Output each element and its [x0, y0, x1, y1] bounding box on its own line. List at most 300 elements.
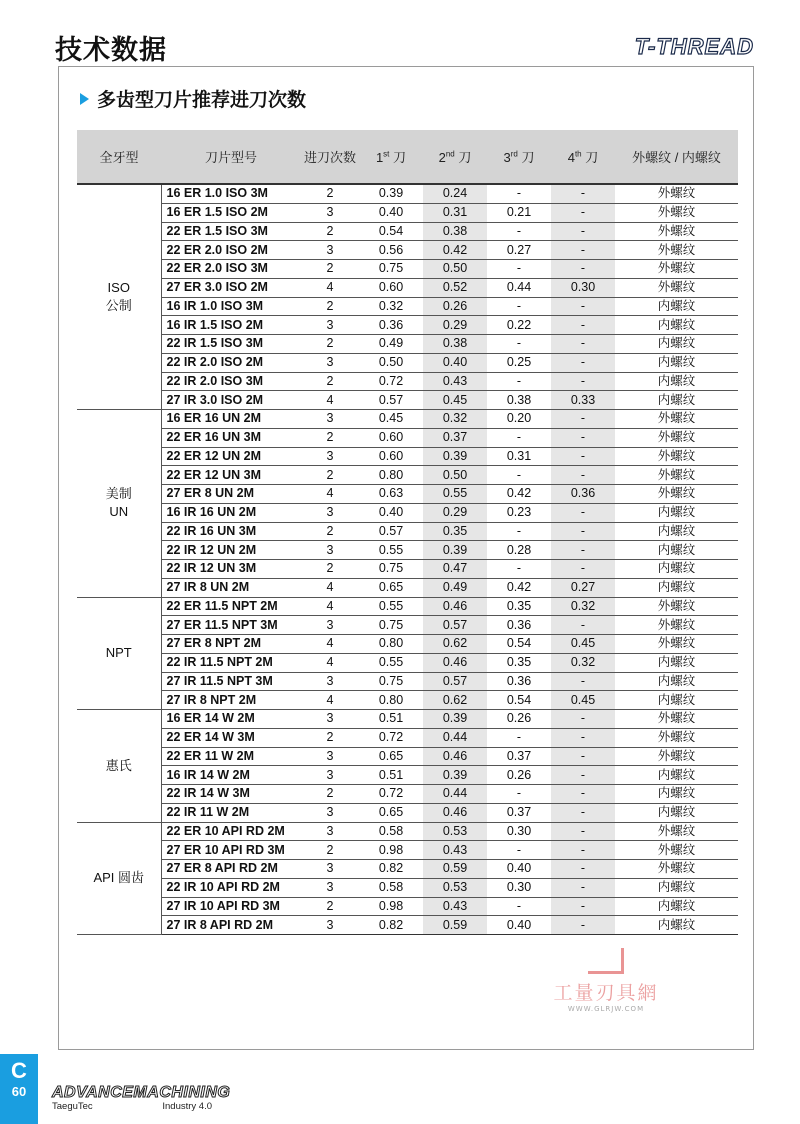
- table-row: [77, 803, 738, 822]
- pass3-cell: -: [487, 428, 551, 447]
- table-row: [77, 203, 738, 222]
- thread-type-cell: 内螺纹: [615, 522, 738, 541]
- pass2-cell: 0.46: [423, 653, 487, 672]
- table-row: [77, 260, 738, 279]
- header-pass1: [359, 130, 423, 184]
- thread-type-cell: 外螺纹: [615, 447, 738, 466]
- header-pass2-num: 2: [438, 150, 446, 165]
- thread-type-cell: 外螺纹: [615, 728, 738, 747]
- pass4-cell: 0.45: [551, 635, 615, 654]
- passes-cell: 3: [301, 316, 359, 335]
- pass3-cell: -: [487, 335, 551, 354]
- pass2-cell: 0.55: [423, 485, 487, 504]
- insert-model-cell: 16 IR 14 W 2M: [161, 766, 301, 785]
- table-row: [77, 860, 738, 879]
- table-row: [77, 766, 738, 785]
- thread-type-cell: 内螺纹: [615, 878, 738, 897]
- table-row: [77, 578, 738, 597]
- profile-group-cell: [77, 184, 161, 410]
- pass3-cell: 0.40: [487, 916, 551, 935]
- pass1-cell: 0.49: [359, 335, 423, 354]
- thread-type-cell: 内螺纹: [615, 578, 738, 597]
- table-row: [77, 447, 738, 466]
- thread-type-cell: 内螺纹: [615, 653, 738, 672]
- profile-group-label: API 圆齿: [93, 870, 145, 886]
- passes-cell: 4: [301, 597, 359, 616]
- passes-cell: 2: [301, 184, 359, 203]
- insert-model-cell: 22 IR 2.0 ISO 2M: [161, 353, 301, 372]
- pass1-cell: 0.55: [359, 653, 423, 672]
- pass3-cell: -: [487, 841, 551, 860]
- insert-model-cell: 27 ER 3.0 ISO 2M: [161, 278, 301, 297]
- table-row: [77, 841, 738, 860]
- passes-cell: 2: [301, 260, 359, 279]
- pass3-cell: 0.22: [487, 316, 551, 335]
- pass2-cell: 0.38: [423, 335, 487, 354]
- triangle-bullet-icon: [80, 93, 89, 105]
- pass4-cell: -: [551, 447, 615, 466]
- watermark-text: 工量刃具網: [553, 982, 659, 1004]
- table-row: [77, 616, 738, 635]
- pass4-cell: -: [551, 897, 615, 916]
- pass2-cell: 0.37: [423, 428, 487, 447]
- passes-cell: 4: [301, 278, 359, 297]
- pass1-cell: 0.72: [359, 728, 423, 747]
- pass4-cell: 0.33: [551, 391, 615, 410]
- insert-model-cell: 27 IR 8 UN 2M: [161, 578, 301, 597]
- passes-cell: 4: [301, 653, 359, 672]
- pass2-cell: 0.50: [423, 260, 487, 279]
- pass3-cell: -: [487, 222, 551, 241]
- pass4-cell: -: [551, 522, 615, 541]
- insert-model-cell: 16 IR 1.0 ISO 3M: [161, 297, 301, 316]
- pass1-cell: 0.40: [359, 203, 423, 222]
- pass4-cell: -: [551, 860, 615, 879]
- pass2-cell: 0.39: [423, 541, 487, 560]
- pass1-cell: 0.39: [359, 184, 423, 203]
- table-row: [77, 710, 738, 729]
- passes-cell: 4: [301, 578, 359, 597]
- header-pass2: [423, 130, 487, 184]
- pass1-cell: 0.82: [359, 916, 423, 935]
- passes-cell: 4: [301, 485, 359, 504]
- pass1-cell: 0.80: [359, 466, 423, 485]
- header-pass3-text: 刀: [521, 150, 535, 165]
- insert-model-cell: 22 IR 16 UN 3M: [161, 522, 301, 541]
- pass2-cell: 0.62: [423, 635, 487, 654]
- pass4-cell: -: [551, 353, 615, 372]
- pass1-cell: 0.98: [359, 841, 423, 860]
- pass1-cell: 0.50: [359, 353, 423, 372]
- thread-type-cell: 外螺纹: [615, 747, 738, 766]
- header-pass2-sup: nd: [445, 149, 455, 159]
- insert-model-cell: 22 IR 2.0 ISO 3M: [161, 372, 301, 391]
- pass3-cell: 0.26: [487, 766, 551, 785]
- pass3-cell: 0.23: [487, 503, 551, 522]
- pass2-cell: 0.39: [423, 710, 487, 729]
- table-row: [77, 184, 738, 203]
- thread-type-cell: 内螺纹: [615, 803, 738, 822]
- thread-type-cell: 外螺纹: [615, 597, 738, 616]
- header-pass4-sup: th: [574, 149, 582, 159]
- passes-cell: 3: [301, 860, 359, 879]
- pass2-cell: 0.43: [423, 841, 487, 860]
- passes-cell: 3: [301, 916, 359, 935]
- passes-cell: 2: [301, 372, 359, 391]
- pass3-cell: 0.35: [487, 597, 551, 616]
- pass4-cell: -: [551, 541, 615, 560]
- header-pass4-num: 4: [567, 150, 575, 165]
- pass1-cell: 0.80: [359, 635, 423, 654]
- passes-cell: 3: [301, 672, 359, 691]
- pass4-cell: -: [551, 466, 615, 485]
- insert-model-cell: 27 ER 8 UN 2M: [161, 485, 301, 504]
- insert-model-cell: 22 ER 11 W 2M: [161, 747, 301, 766]
- pass4-cell: -: [551, 916, 615, 935]
- table-row: [77, 878, 738, 897]
- header-pass3: [487, 130, 551, 184]
- thread-type-cell: 外螺纹: [615, 203, 738, 222]
- insert-model-cell: 22 ER 10 API RD 2M: [161, 822, 301, 841]
- footer-logo-text: ADVANCEMACHINING: [52, 1084, 231, 1101]
- pass2-cell: 0.32: [423, 410, 487, 429]
- insert-model-cell: 22 IR 11 W 2M: [161, 803, 301, 822]
- pass2-cell: 0.62: [423, 691, 487, 710]
- pass1-cell: 0.72: [359, 785, 423, 804]
- pass3-cell: -: [487, 297, 551, 316]
- pass3-cell: -: [487, 372, 551, 391]
- pass2-cell: 0.59: [423, 860, 487, 879]
- pass4-cell: -: [551, 335, 615, 354]
- pass2-cell: 0.38: [423, 222, 487, 241]
- table-row: [77, 278, 738, 297]
- pass1-cell: 0.65: [359, 747, 423, 766]
- watermark-url: WWW.GLRJW.COM: [567, 1005, 645, 1013]
- pass3-cell: 0.36: [487, 616, 551, 635]
- header-profile: 全牙型: [77, 130, 161, 184]
- pass3-cell: 0.30: [487, 822, 551, 841]
- pass4-cell: 0.32: [551, 597, 615, 616]
- pass1-cell: 0.55: [359, 597, 423, 616]
- pass3-cell: 0.25: [487, 353, 551, 372]
- pass4-cell: -: [551, 316, 615, 335]
- pass1-cell: 0.40: [359, 503, 423, 522]
- profile-group-label: ISO 公制: [105, 280, 132, 313]
- insert-model-cell: 16 ER 1.5 ISO 2M: [161, 203, 301, 222]
- passes-cell: 4: [301, 635, 359, 654]
- pass2-cell: 0.52: [423, 278, 487, 297]
- brand-text: T-THREAD: [634, 34, 754, 59]
- pass1-cell: 0.80: [359, 691, 423, 710]
- header-pass3-num: 3: [503, 150, 511, 165]
- pass1-cell: 0.60: [359, 428, 423, 447]
- passes-cell: 3: [301, 616, 359, 635]
- pass1-cell: 0.75: [359, 672, 423, 691]
- table-row: [77, 785, 738, 804]
- insert-model-cell: 22 ER 16 UN 3M: [161, 428, 301, 447]
- footer-left: TaeguTec: [52, 1101, 93, 1112]
- pass2-cell: 0.57: [423, 616, 487, 635]
- insert-model-cell: 16 IR 16 UN 2M: [161, 503, 301, 522]
- pass4-cell: -: [551, 372, 615, 391]
- pass1-cell: 0.75: [359, 616, 423, 635]
- passes-cell: 2: [301, 222, 359, 241]
- pass3-cell: -: [487, 522, 551, 541]
- pass3-cell: 0.42: [487, 578, 551, 597]
- passes-cell: 3: [301, 503, 359, 522]
- insert-model-cell: 27 ER 8 NPT 2M: [161, 635, 301, 654]
- pass2-cell: 0.31: [423, 203, 487, 222]
- pass2-cell: 0.39: [423, 766, 487, 785]
- pass2-cell: 0.29: [423, 503, 487, 522]
- table-row: [77, 747, 738, 766]
- footer-logo-sub: [52, 1101, 212, 1112]
- pass4-cell: -: [551, 297, 615, 316]
- thread-type-cell: 外螺纹: [615, 278, 738, 297]
- thread-type-cell: 内螺纹: [615, 916, 738, 935]
- header-pass4: [551, 130, 615, 184]
- passes-cell: 3: [301, 766, 359, 785]
- page-tab-letter: C: [11, 1058, 27, 1083]
- pass2-cell: 0.57: [423, 672, 487, 691]
- pass2-cell: 0.24: [423, 184, 487, 203]
- pass3-cell: 0.27: [487, 241, 551, 260]
- thread-type-cell: 内螺纹: [615, 297, 738, 316]
- passes-cell: 3: [301, 878, 359, 897]
- thread-type-cell: 外螺纹: [615, 184, 738, 203]
- pass4-cell: 0.30: [551, 278, 615, 297]
- pass4-cell: 0.36: [551, 485, 615, 504]
- table-row: [77, 653, 738, 672]
- pass2-cell: 0.45: [423, 391, 487, 410]
- table-row: [77, 597, 738, 616]
- passes-cell: 3: [301, 241, 359, 260]
- profile-group-label: NPT: [105, 645, 132, 661]
- table-row: [77, 822, 738, 841]
- thread-type-cell: 内螺纹: [615, 766, 738, 785]
- thread-type-cell: 内螺纹: [615, 785, 738, 804]
- pass4-cell: -: [551, 785, 615, 804]
- pass4-cell: -: [551, 241, 615, 260]
- table-row: [77, 222, 738, 241]
- page-title: 技术数据: [55, 35, 167, 66]
- pass3-cell: 0.28: [487, 541, 551, 560]
- pass2-cell: 0.53: [423, 822, 487, 841]
- pass2-cell: 0.59: [423, 916, 487, 935]
- table-row: [77, 541, 738, 560]
- table-row: [77, 391, 738, 410]
- pass1-cell: 0.58: [359, 822, 423, 841]
- pass4-cell: 0.27: [551, 578, 615, 597]
- passes-cell: 3: [301, 822, 359, 841]
- pass3-cell: -: [487, 728, 551, 747]
- thread-type-cell: 外螺纹: [615, 710, 738, 729]
- thread-type-cell: 外螺纹: [615, 841, 738, 860]
- insert-model-cell: 27 ER 8 API RD 2M: [161, 860, 301, 879]
- pass1-cell: 0.82: [359, 860, 423, 879]
- pass4-cell: -: [551, 803, 615, 822]
- pass2-cell: 0.50: [423, 466, 487, 485]
- header-pass4-text: 刀: [585, 150, 599, 165]
- thread-type-cell: 外螺纹: [615, 466, 738, 485]
- pass2-cell: 0.46: [423, 747, 487, 766]
- insert-model-cell: 16 ER 16 UN 2M: [161, 410, 301, 429]
- table-row: [77, 428, 738, 447]
- insert-model-cell: 22 IR 14 W 3M: [161, 785, 301, 804]
- pass4-cell: -: [551, 428, 615, 447]
- header-passes: 进刀次数: [301, 130, 359, 184]
- insert-model-cell: 22 IR 12 UN 2M: [161, 541, 301, 560]
- passes-cell: 3: [301, 203, 359, 222]
- passes-cell: 2: [301, 897, 359, 916]
- pass3-cell: 0.35: [487, 653, 551, 672]
- pass1-cell: 0.63: [359, 485, 423, 504]
- pass3-cell: 0.21: [487, 203, 551, 222]
- table-row: [77, 372, 738, 391]
- thread-type-cell: 外螺纹: [615, 860, 738, 879]
- profile-group-cell: [77, 410, 161, 598]
- insert-model-cell: 22 ER 1.5 ISO 3M: [161, 222, 301, 241]
- pass3-cell: -: [487, 184, 551, 203]
- pass2-cell: 0.44: [423, 785, 487, 804]
- pass2-cell: 0.43: [423, 897, 487, 916]
- table-row: [77, 316, 738, 335]
- passes-cell: 3: [301, 747, 359, 766]
- table-row: [77, 635, 738, 654]
- thread-type-cell: 内螺纹: [615, 541, 738, 560]
- passes-cell: 2: [301, 335, 359, 354]
- pass1-cell: 0.60: [359, 278, 423, 297]
- insert-model-cell: 27 IR 8 API RD 2M: [161, 916, 301, 935]
- insert-model-cell: 22 IR 1.5 ISO 3M: [161, 335, 301, 354]
- pass1-cell: 0.45: [359, 410, 423, 429]
- table-row: [77, 297, 738, 316]
- pass4-cell: 0.32: [551, 653, 615, 672]
- thread-type-cell: 外螺纹: [615, 635, 738, 654]
- thread-type-cell: 外螺纹: [615, 260, 738, 279]
- profile-group-cell: [77, 710, 161, 823]
- thread-type-cell: 内螺纹: [615, 316, 738, 335]
- passes-cell: 2: [301, 297, 359, 316]
- pass4-cell: -: [551, 203, 615, 222]
- passes-cell: 2: [301, 728, 359, 747]
- insert-model-cell: 27 ER 10 API RD 3M: [161, 841, 301, 860]
- pass3-cell: -: [487, 785, 551, 804]
- thread-type-cell: 内螺纹: [615, 503, 738, 522]
- insert-model-cell: 27 IR 3.0 ISO 2M: [161, 391, 301, 410]
- table-header-row: [77, 130, 738, 184]
- passes-cell: 3: [301, 447, 359, 466]
- pass1-cell: 0.72: [359, 372, 423, 391]
- pass2-cell: 0.46: [423, 597, 487, 616]
- pass4-cell: -: [551, 672, 615, 691]
- insert-model-cell: 27 IR 10 API RD 3M: [161, 897, 301, 916]
- pass-table: [77, 130, 738, 935]
- table-row: [77, 410, 738, 429]
- pass3-cell: 0.40: [487, 860, 551, 879]
- watermark-logo-icon: [588, 948, 624, 974]
- insert-model-cell: 27 IR 11.5 NPT 3M: [161, 672, 301, 691]
- table-body: [77, 184, 738, 935]
- passes-cell: 2: [301, 560, 359, 579]
- pass1-cell: 0.98: [359, 897, 423, 916]
- profile-group-cell: [77, 822, 161, 935]
- header-pass1-text: 刀: [393, 150, 407, 165]
- pass2-cell: 0.46: [423, 803, 487, 822]
- table-row: [77, 353, 738, 372]
- pass1-cell: 0.57: [359, 522, 423, 541]
- passes-cell: 3: [301, 710, 359, 729]
- table-row: [77, 466, 738, 485]
- pass4-cell: -: [551, 260, 615, 279]
- pass1-cell: 0.51: [359, 766, 423, 785]
- pass1-cell: 0.65: [359, 578, 423, 597]
- pass4-cell: -: [551, 410, 615, 429]
- pass4-cell: -: [551, 841, 615, 860]
- pass3-cell: -: [487, 466, 551, 485]
- pass3-cell: 0.54: [487, 691, 551, 710]
- pass1-cell: 0.32: [359, 297, 423, 316]
- passes-cell: 3: [301, 353, 359, 372]
- insert-model-cell: 22 ER 2.0 ISO 3M: [161, 260, 301, 279]
- table-row: [77, 522, 738, 541]
- pass1-cell: 0.75: [359, 560, 423, 579]
- footer-right: Industry 4.0: [162, 1101, 212, 1112]
- thread-type-cell: 内螺纹: [615, 897, 738, 916]
- pass3-cell: 0.31: [487, 447, 551, 466]
- table-row: [77, 916, 738, 935]
- insert-model-cell: 22 IR 10 API RD 2M: [161, 878, 301, 897]
- thread-type-cell: 内螺纹: [615, 353, 738, 372]
- profile-group-label: 惠氏: [105, 757, 132, 773]
- header-model: 刀片型号: [161, 130, 301, 184]
- pass1-cell: 0.57: [359, 391, 423, 410]
- pass3-cell: 0.44: [487, 278, 551, 297]
- thread-type-cell: 内螺纹: [615, 691, 738, 710]
- insert-model-cell: 22 ER 12 UN 2M: [161, 447, 301, 466]
- pass2-cell: 0.39: [423, 447, 487, 466]
- thread-type-cell: 外螺纹: [615, 822, 738, 841]
- thread-type-cell: 外螺纹: [615, 616, 738, 635]
- section-heading: [80, 85, 306, 112]
- footer-logo: [52, 1084, 230, 1112]
- pass1-cell: 0.60: [359, 447, 423, 466]
- thread-type-cell: 外螺纹: [615, 222, 738, 241]
- pass2-cell: 0.42: [423, 241, 487, 260]
- header-pass1-sup: st: [383, 149, 390, 159]
- passes-cell: 2: [301, 785, 359, 804]
- insert-model-cell: 22 IR 11.5 NPT 2M: [161, 653, 301, 672]
- page-tab: [0, 1054, 38, 1124]
- pass4-cell: -: [551, 728, 615, 747]
- pass4-cell: -: [551, 560, 615, 579]
- section-title: 多齿型刀片推荐进刀次数: [97, 89, 307, 111]
- pass4-cell: -: [551, 184, 615, 203]
- thread-type-cell: 外螺纹: [615, 485, 738, 504]
- pass3-cell: -: [487, 260, 551, 279]
- pass1-cell: 0.55: [359, 541, 423, 560]
- insert-model-cell: 27 ER 11.5 NPT 3M: [161, 616, 301, 635]
- pass1-cell: 0.56: [359, 241, 423, 260]
- pass3-cell: 0.26: [487, 710, 551, 729]
- passes-cell: 4: [301, 391, 359, 410]
- pass3-cell: 0.38: [487, 391, 551, 410]
- thread-type-cell: 内螺纹: [615, 391, 738, 410]
- passes-cell: 2: [301, 466, 359, 485]
- passes-cell: 3: [301, 803, 359, 822]
- pass1-cell: 0.75: [359, 260, 423, 279]
- profile-group-cell: [77, 597, 161, 710]
